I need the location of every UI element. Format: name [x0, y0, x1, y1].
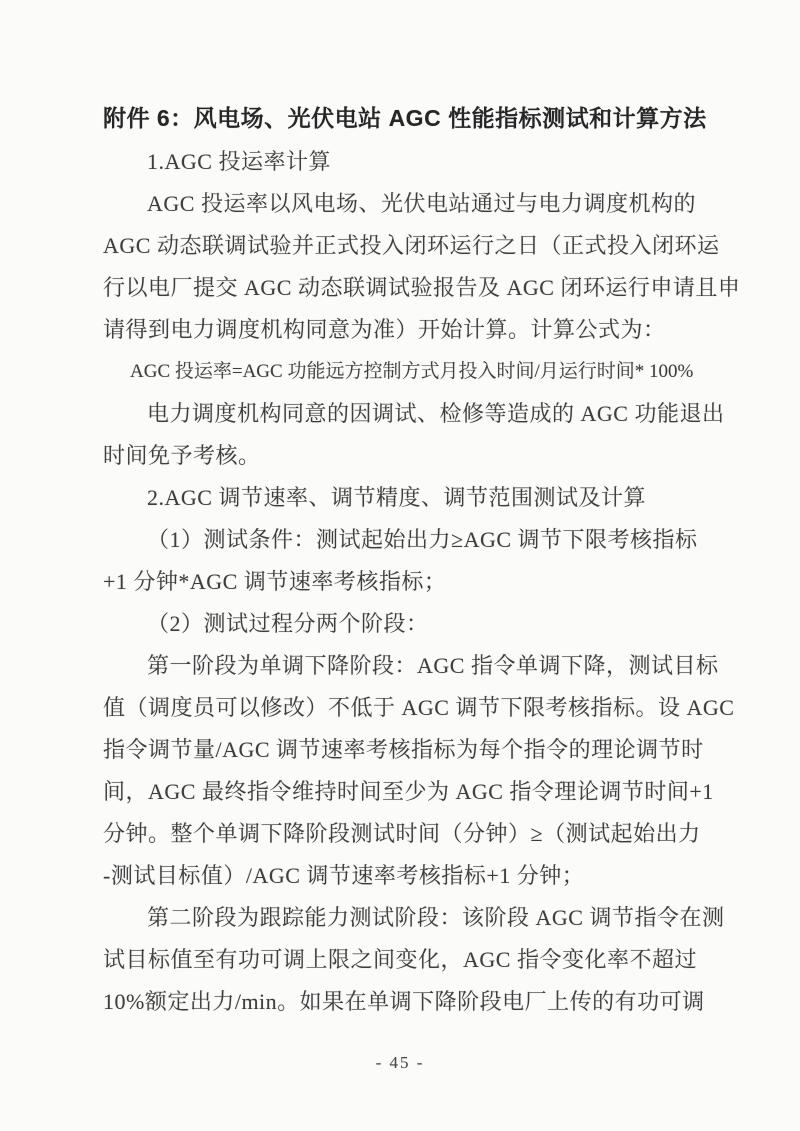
- page-title: 附件 6：风电场、光伏电站 AGC 性能指标测试和计算方法: [103, 105, 707, 131]
- text-line: 请得到电力调度机构同意为准）开始计算。计算公式为：: [103, 317, 666, 342]
- text-line: （1）测试条件：测试起始出力≥AGC 调节下限考核指标: [147, 527, 698, 552]
- page-number: - 45 -: [375, 1053, 425, 1072]
- text-line: 行以电厂提交 AGC 动态联调试验报告及 AGC 闭环运行申请且申: [103, 275, 741, 300]
- text-line: 间，AGC 最终指令维持时间至少为 AGC 指令理论调节时间+1: [103, 779, 714, 804]
- text-line: AGC 投运率=AGC 功能远方控制方式月投入时间/月运行时间* 100%: [130, 361, 694, 382]
- text-line: 时间免予考核。: [103, 443, 261, 468]
- text-line: 指令调节量/AGC 调节速率考核指标为每个指令的理论调节时: [103, 737, 704, 762]
- text-line: -测试目标值）/AGC 调节速率考核指标+1 分钟；: [103, 863, 585, 888]
- text-line: 第二阶段为跟踪能力测试阶段：该阶段 AGC 调节指令在测: [147, 905, 725, 930]
- text-line: AGC 动态联调试验并正式投入闭环运行之日（正式投入闭环运: [103, 233, 720, 258]
- text-line: 电力调度机构同意的因调试、检修等造成的 AGC 功能退出: [147, 401, 725, 426]
- document-body: [103, 141, 741, 1023]
- text-line: 10%额定出力/min。如果在单调下降阶段电厂上传的有功可调: [103, 989, 705, 1014]
- text-line: 试目标值至有功可调上限之间变化，AGC 指令变化率不超过: [103, 947, 697, 972]
- text-line: 1.AGC 投运率计算: [147, 149, 331, 174]
- text-line: +1 分钟*AGC 调节速率考核指标；: [103, 569, 447, 594]
- text-line: 第一阶段为单调下降阶段：AGC 指令单调下降，测试目标: [147, 653, 719, 678]
- text-line: 分钟。整个单调下降阶段测试时间（分钟）≥（测试起始出力: [103, 821, 701, 846]
- text-line: AGC 投运率以风电场、光伏电站通过与电力调度机构的: [147, 191, 696, 216]
- text-line: 2.AGC 调节速率、调节精度、调节范围测试及计算: [147, 485, 646, 510]
- text-line: （2）测试过程分两个阶段：: [147, 611, 429, 636]
- text-line: 值（调度员可以修改）不低于 AGC 调节下限考核指标。设 AGC: [103, 695, 735, 720]
